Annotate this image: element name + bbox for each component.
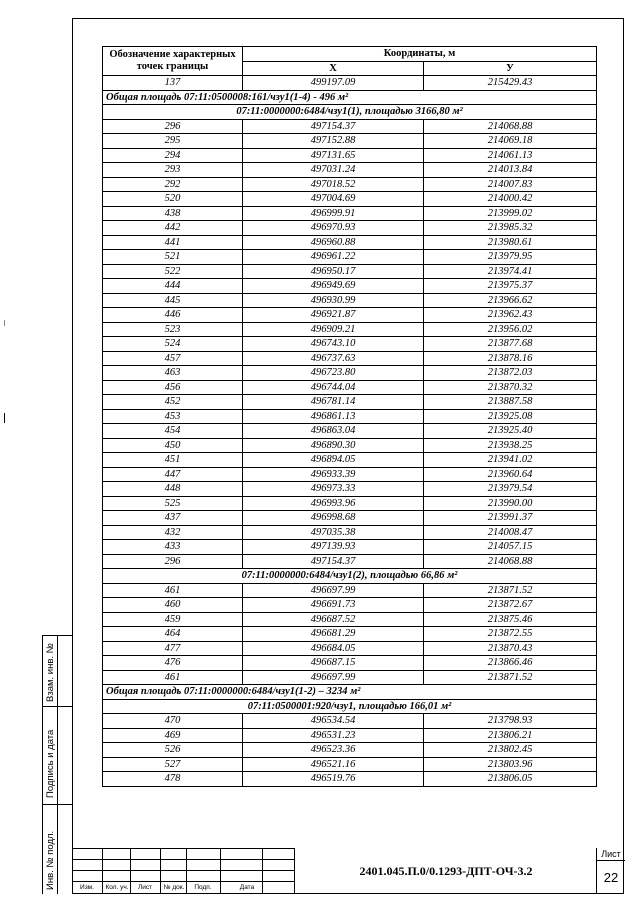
x-coord-cell: 497152.88 <box>243 134 424 149</box>
x-coord-cell: 496781.14 <box>243 395 424 410</box>
x-coord-cell: 496523.36 <box>243 743 424 758</box>
y-coord-cell: 213866.46 <box>424 656 597 671</box>
point-id-cell: 445 <box>103 293 243 308</box>
table-row <box>103 511 597 526</box>
point-id-cell: 433 <box>103 540 243 555</box>
y-coord-cell: 213991.37 <box>424 511 597 526</box>
y-coord-cell: 213941.02 <box>424 453 597 468</box>
y-coord-cell: 213872.67 <box>424 598 597 613</box>
y-coord-cell: 213999.02 <box>424 206 597 221</box>
signature-date-label: Подпись и дата <box>45 729 56 798</box>
y-coord-cell: 213878.16 <box>424 351 597 366</box>
table-row <box>103 670 597 685</box>
inv-original-label: Инв. № подл. <box>45 830 56 890</box>
total-area-text: Общая площадь 07:11:0500008:161/чзу1(1-4) - 496 м² <box>103 90 597 105</box>
section-header-row <box>103 569 597 584</box>
table-row <box>103 583 597 598</box>
table-row <box>103 554 597 569</box>
col-label-kol-uch: Кол. уч. <box>105 884 129 891</box>
table-row <box>103 250 597 265</box>
table-row <box>103 496 597 511</box>
table-row <box>103 409 597 424</box>
point-id-cell: 293 <box>103 163 243 178</box>
x-coord-cell: 496933.39 <box>243 467 424 482</box>
x-coord-cell: 496909.21 <box>243 322 424 337</box>
y-coord-cell: 214007.83 <box>424 177 597 192</box>
table-row <box>103 641 597 656</box>
y-coord-cell: 213871.52 <box>424 670 597 685</box>
section-title: 07:11:0000000:6484/чзу1(2), площадью 66,86 м² <box>103 569 597 584</box>
point-id-cell: 459 <box>103 612 243 627</box>
x-coord-cell: 496687.52 <box>243 612 424 627</box>
table-row <box>103 453 597 468</box>
y-coord-cell: 213974.41 <box>424 264 597 279</box>
point-id-cell: 470 <box>103 714 243 729</box>
table-row <box>103 293 597 308</box>
table-row <box>103 757 597 772</box>
point-id-cell: 454 <box>103 424 243 439</box>
title-block <box>72 848 624 894</box>
replaces-inv-label: Взам. инв. № <box>45 643 56 702</box>
section-title: 07:11:0000000:6484/чзу1(1), площадью 3166,80 м² <box>103 105 597 120</box>
y-coord-cell: 214068.88 <box>424 119 597 134</box>
y-coord-cell: 213962.43 <box>424 308 597 323</box>
table-row <box>103 380 597 395</box>
point-id-cell: 522 <box>103 264 243 279</box>
table-row <box>103 467 597 482</box>
point-id-cell: 463 <box>103 366 243 381</box>
y-coord-cell: 213877.68 <box>424 337 597 352</box>
point-id-cell: 450 <box>103 438 243 453</box>
total-area-text: Общая площадь 07:11:0000000:6484/чзу1(1-2) – 3234 м² <box>103 685 597 700</box>
coordinates-table <box>102 46 597 787</box>
y-coord-cell: 213872.03 <box>424 366 597 381</box>
y-coord-cell: 213985.32 <box>424 221 597 236</box>
table-row <box>103 192 597 207</box>
x-coord-cell: 497131.65 <box>243 148 424 163</box>
sheet-number: 22 <box>603 870 619 885</box>
x-coord-cell: 496691.73 <box>243 598 424 613</box>
x-coord-cell: 497031.24 <box>243 163 424 178</box>
x-coord-cell: 496687.15 <box>243 656 424 671</box>
x-coord-cell: 496863.04 <box>243 424 424 439</box>
y-coord-cell: 213798.93 <box>424 714 597 729</box>
sheet-label: Лист <box>597 848 625 861</box>
y-coord-cell: 213871.52 <box>424 583 597 598</box>
table-row <box>103 119 597 134</box>
scan-mark <box>4 413 5 423</box>
point-id-cell: 446 <box>103 308 243 323</box>
point-id-cell: 524 <box>103 337 243 352</box>
x-coord-cell: 496921.87 <box>243 308 424 323</box>
table-row <box>103 627 597 642</box>
point-id-cell: 438 <box>103 206 243 221</box>
point-id-cell: 456 <box>103 380 243 395</box>
table-row <box>103 206 597 221</box>
point-id-cell: 447 <box>103 467 243 482</box>
x-coord-cell: 496950.17 <box>243 264 424 279</box>
table-row <box>103 438 597 453</box>
x-coord-cell: 497139.93 <box>243 540 424 555</box>
x-coord-cell: 496684.05 <box>243 641 424 656</box>
point-id-cell: 461 <box>103 670 243 685</box>
x-coord-cell: 496534.54 <box>243 714 424 729</box>
y-coord-cell: 213872.55 <box>424 627 597 642</box>
col-label-doc-no: № док. <box>163 884 185 891</box>
total-area-row <box>103 685 597 700</box>
table-row <box>103 308 597 323</box>
x-coord-cell: 497154.37 <box>243 554 424 569</box>
x-coord-cell: 496861.13 <box>243 409 424 424</box>
y-coord-cell: 214061.13 <box>424 148 597 163</box>
table-row <box>103 656 597 671</box>
y-coord-cell: 214057.15 <box>424 540 597 555</box>
x-column-header: X <box>243 61 424 76</box>
table-row <box>103 395 597 410</box>
point-id-cell: 448 <box>103 482 243 497</box>
point-id-cell: 296 <box>103 554 243 569</box>
x-coord-cell: 497004.69 <box>243 192 424 207</box>
col-label-list: Лист <box>137 884 153 891</box>
side-stamp <box>42 635 72 894</box>
table-row <box>103 279 597 294</box>
section-header-row <box>103 699 597 714</box>
x-coord-cell: 496521.16 <box>243 757 424 772</box>
point-id-cell: 469 <box>103 728 243 743</box>
x-coord-cell: 496949.69 <box>243 279 424 294</box>
point-id-cell: 464 <box>103 627 243 642</box>
x-coord-cell: 496961.22 <box>243 250 424 265</box>
point-id-cell: 460 <box>103 598 243 613</box>
table-row <box>103 540 597 555</box>
section-header-row <box>103 105 597 120</box>
point-id-cell: 526 <box>103 743 243 758</box>
point-id-cell: 523 <box>103 322 243 337</box>
section-title: 07:11:0500001:920/чзу1, площадью 166,01 м² <box>103 699 597 714</box>
x-coord-cell: 496743.10 <box>243 337 424 352</box>
x-coord-cell: 496894.05 <box>243 453 424 468</box>
sheet-box <box>596 848 625 894</box>
table-row <box>103 134 597 149</box>
point-id-cell: 457 <box>103 351 243 366</box>
y-coord-cell: 213938.25 <box>424 438 597 453</box>
y-coord-cell: 213887.58 <box>424 395 597 410</box>
col-label-signature: Подп. <box>194 884 212 891</box>
point-id-cell: 444 <box>103 279 243 294</box>
point-id-cell: 137 <box>103 76 243 91</box>
y-coord-cell: 214068.88 <box>424 554 597 569</box>
y-coord-cell: 213960.64 <box>424 467 597 482</box>
x-coord-cell: 497154.37 <box>243 119 424 134</box>
x-coord-cell: 496519.76 <box>243 772 424 787</box>
point-id-cell: 296 <box>103 119 243 134</box>
x-coord-cell: 496723.80 <box>243 366 424 381</box>
y-coord-cell: 213990.00 <box>424 496 597 511</box>
point-id-cell: 520 <box>103 192 243 207</box>
x-coord-cell: 496973.33 <box>243 482 424 497</box>
point-id-cell: 295 <box>103 134 243 149</box>
x-coord-cell: 496993.96 <box>243 496 424 511</box>
point-id-cell: 478 <box>103 772 243 787</box>
point-id-cell: 451 <box>103 453 243 468</box>
y-coord-cell: 214000.42 <box>424 192 597 207</box>
x-coord-cell: 496960.88 <box>243 235 424 250</box>
y-coord-cell: 213925.08 <box>424 409 597 424</box>
x-coord-cell: 496531.23 <box>243 728 424 743</box>
point-id-cell: 525 <box>103 496 243 511</box>
table-row <box>103 148 597 163</box>
table-row <box>103 264 597 279</box>
point-id-cell: 477 <box>103 641 243 656</box>
point-designation-header: Обозначение характерных точек границы <box>103 47 243 76</box>
y-coord-cell: 214069.18 <box>424 134 597 149</box>
y-coord-cell: 213802.45 <box>424 743 597 758</box>
y-coord-cell: 213870.43 <box>424 641 597 656</box>
point-id-cell: 453 <box>103 409 243 424</box>
table-row <box>103 177 597 192</box>
point-id-cell: 442 <box>103 221 243 236</box>
table-row <box>103 728 597 743</box>
x-coord-cell: 499197.09 <box>243 76 424 91</box>
x-coord-cell: 496744.04 <box>243 380 424 395</box>
table-row <box>103 322 597 337</box>
scan-mark <box>4 320 5 326</box>
x-coord-cell: 496697.99 <box>243 670 424 685</box>
point-id-cell: 437 <box>103 511 243 526</box>
x-coord-cell: 497035.38 <box>243 525 424 540</box>
x-coord-cell: 496930.99 <box>243 293 424 308</box>
table-row <box>103 163 597 178</box>
coordinates-header: Координаты, м <box>243 47 597 62</box>
total-area-row <box>103 90 597 105</box>
point-id-cell: 432 <box>103 525 243 540</box>
x-coord-cell: 497018.52 <box>243 177 424 192</box>
y-coord-cell: 213925.40 <box>424 424 597 439</box>
y-column-header: У <box>424 61 597 76</box>
point-id-cell: 476 <box>103 656 243 671</box>
document-number: 2401.045.П.0/0.1293-ДПТ-ОЧ-3.2 <box>294 848 597 894</box>
y-coord-cell: 213806.21 <box>424 728 597 743</box>
y-coord-cell: 213875.46 <box>424 612 597 627</box>
table-row <box>103 598 597 613</box>
point-id-cell: 452 <box>103 395 243 410</box>
y-coord-cell: 214008.47 <box>424 525 597 540</box>
point-id-cell: 292 <box>103 177 243 192</box>
table-row <box>103 221 597 236</box>
x-coord-cell: 496890.30 <box>243 438 424 453</box>
point-id-cell: 294 <box>103 148 243 163</box>
y-coord-cell: 213806.05 <box>424 772 597 787</box>
table-row <box>103 424 597 439</box>
table-row <box>103 351 597 366</box>
y-coord-cell: 213956.02 <box>424 322 597 337</box>
y-coord-cell: 213870.32 <box>424 380 597 395</box>
col-label-izm: Изм. <box>80 884 94 891</box>
table-row <box>103 772 597 787</box>
table-row <box>103 337 597 352</box>
y-coord-cell: 213966.62 <box>424 293 597 308</box>
col-label-date: Дата <box>239 884 255 891</box>
table-row <box>103 743 597 758</box>
coordinates-body <box>103 76 597 787</box>
table-row <box>103 235 597 250</box>
y-coord-cell: 213980.61 <box>424 235 597 250</box>
table-row <box>103 714 597 729</box>
x-coord-cell: 496697.99 <box>243 583 424 598</box>
x-coord-cell: 496681.29 <box>243 627 424 642</box>
x-coord-cell: 496970.93 <box>243 221 424 236</box>
table-row <box>103 612 597 627</box>
x-coord-cell: 496998.68 <box>243 511 424 526</box>
y-coord-cell: 213803.96 <box>424 757 597 772</box>
point-id-cell: 461 <box>103 583 243 598</box>
y-coord-cell: 215429.43 <box>424 76 597 91</box>
y-coord-cell: 213979.54 <box>424 482 597 497</box>
table-row <box>103 525 597 540</box>
y-coord-cell: 214013.84 <box>424 163 597 178</box>
y-coord-cell: 213979.95 <box>424 250 597 265</box>
y-coord-cell: 213975.37 <box>424 279 597 294</box>
table-row <box>103 482 597 497</box>
table-row <box>103 76 597 91</box>
point-id-cell: 527 <box>103 757 243 772</box>
table-row <box>103 366 597 381</box>
x-coord-cell: 496737.63 <box>243 351 424 366</box>
point-id-cell: 441 <box>103 235 243 250</box>
point-id-cell: 521 <box>103 250 243 265</box>
x-coord-cell: 496999.91 <box>243 206 424 221</box>
